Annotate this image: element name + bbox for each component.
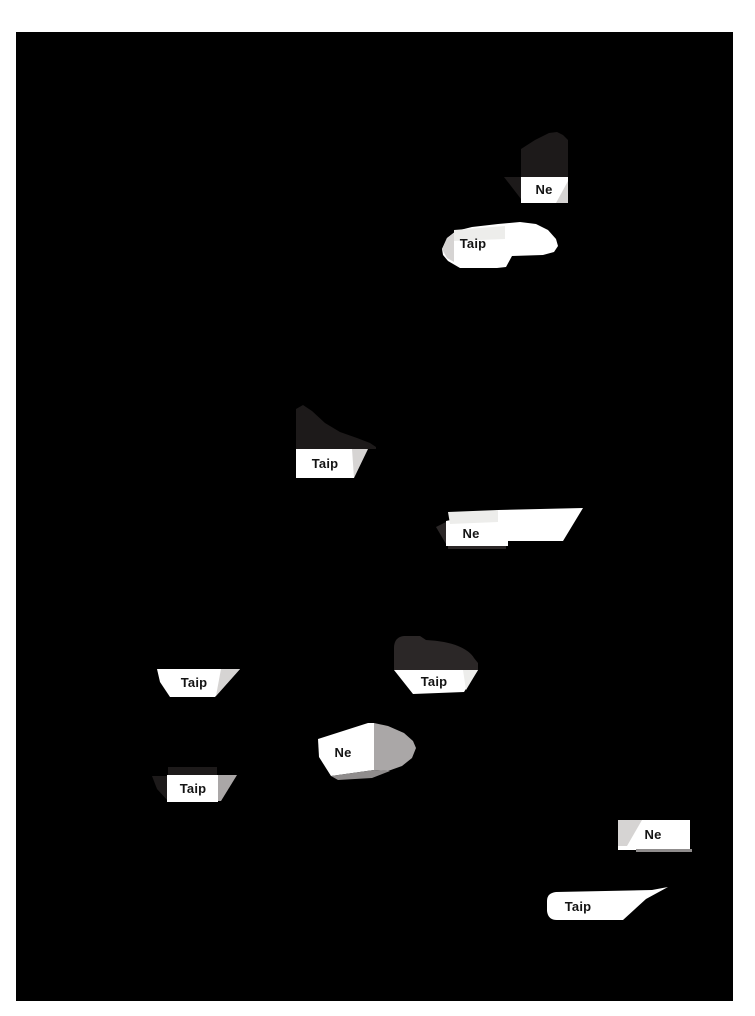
branch-label-ne-2: Ne (462, 526, 480, 541)
banner-side-shade (374, 723, 416, 771)
label-banner (318, 723, 374, 776)
label-box-shade (352, 449, 368, 478)
branch-label-taip-1: Taip (459, 235, 487, 251)
branch-label-taip-6: Taip (564, 898, 592, 914)
branch-label-ne-3: Ne (334, 744, 352, 760)
branch-label-taip-3: Taip (180, 675, 208, 690)
branch-group-taip-4 (394, 636, 478, 694)
branch-group-ne-3 (318, 723, 416, 780)
branch-label-ne-1: Ne (535, 182, 553, 197)
branch-label-taip-2: Taip (311, 455, 339, 471)
branch-group-taip-6 (547, 887, 668, 920)
branch-group-ne-1 (504, 132, 568, 203)
arrowhead-shape (504, 177, 521, 199)
branch-group-ne-4 (618, 820, 692, 852)
label-box (296, 449, 354, 478)
connector-shape (168, 767, 217, 776)
banner-tip-shade (436, 522, 446, 544)
branch-group-taip-2 (296, 405, 376, 478)
banner-top-shade (454, 226, 505, 241)
label-banner (547, 887, 668, 920)
banner-top-shade (448, 510, 498, 524)
banner-tip-shade (442, 233, 454, 262)
label-box (167, 775, 218, 802)
branch-label-ne-4: Ne (644, 827, 662, 842)
branch-group-taip-1 (442, 222, 558, 268)
branch-label-taip-4: Taip (420, 673, 448, 689)
label-box-shade (218, 775, 237, 801)
connector-shape (521, 132, 568, 177)
connector-shape (394, 636, 478, 670)
connector-shape (296, 405, 376, 449)
arrowhead-shape (152, 776, 168, 801)
branch-label-taip-5: Taip (179, 780, 207, 796)
branch-group-taip-3 (157, 669, 240, 697)
branch-group-taip-5 (152, 767, 237, 802)
banner-shadow (448, 546, 506, 549)
label-box-shadow (636, 849, 692, 852)
branch-group-ne-2 (436, 508, 583, 549)
